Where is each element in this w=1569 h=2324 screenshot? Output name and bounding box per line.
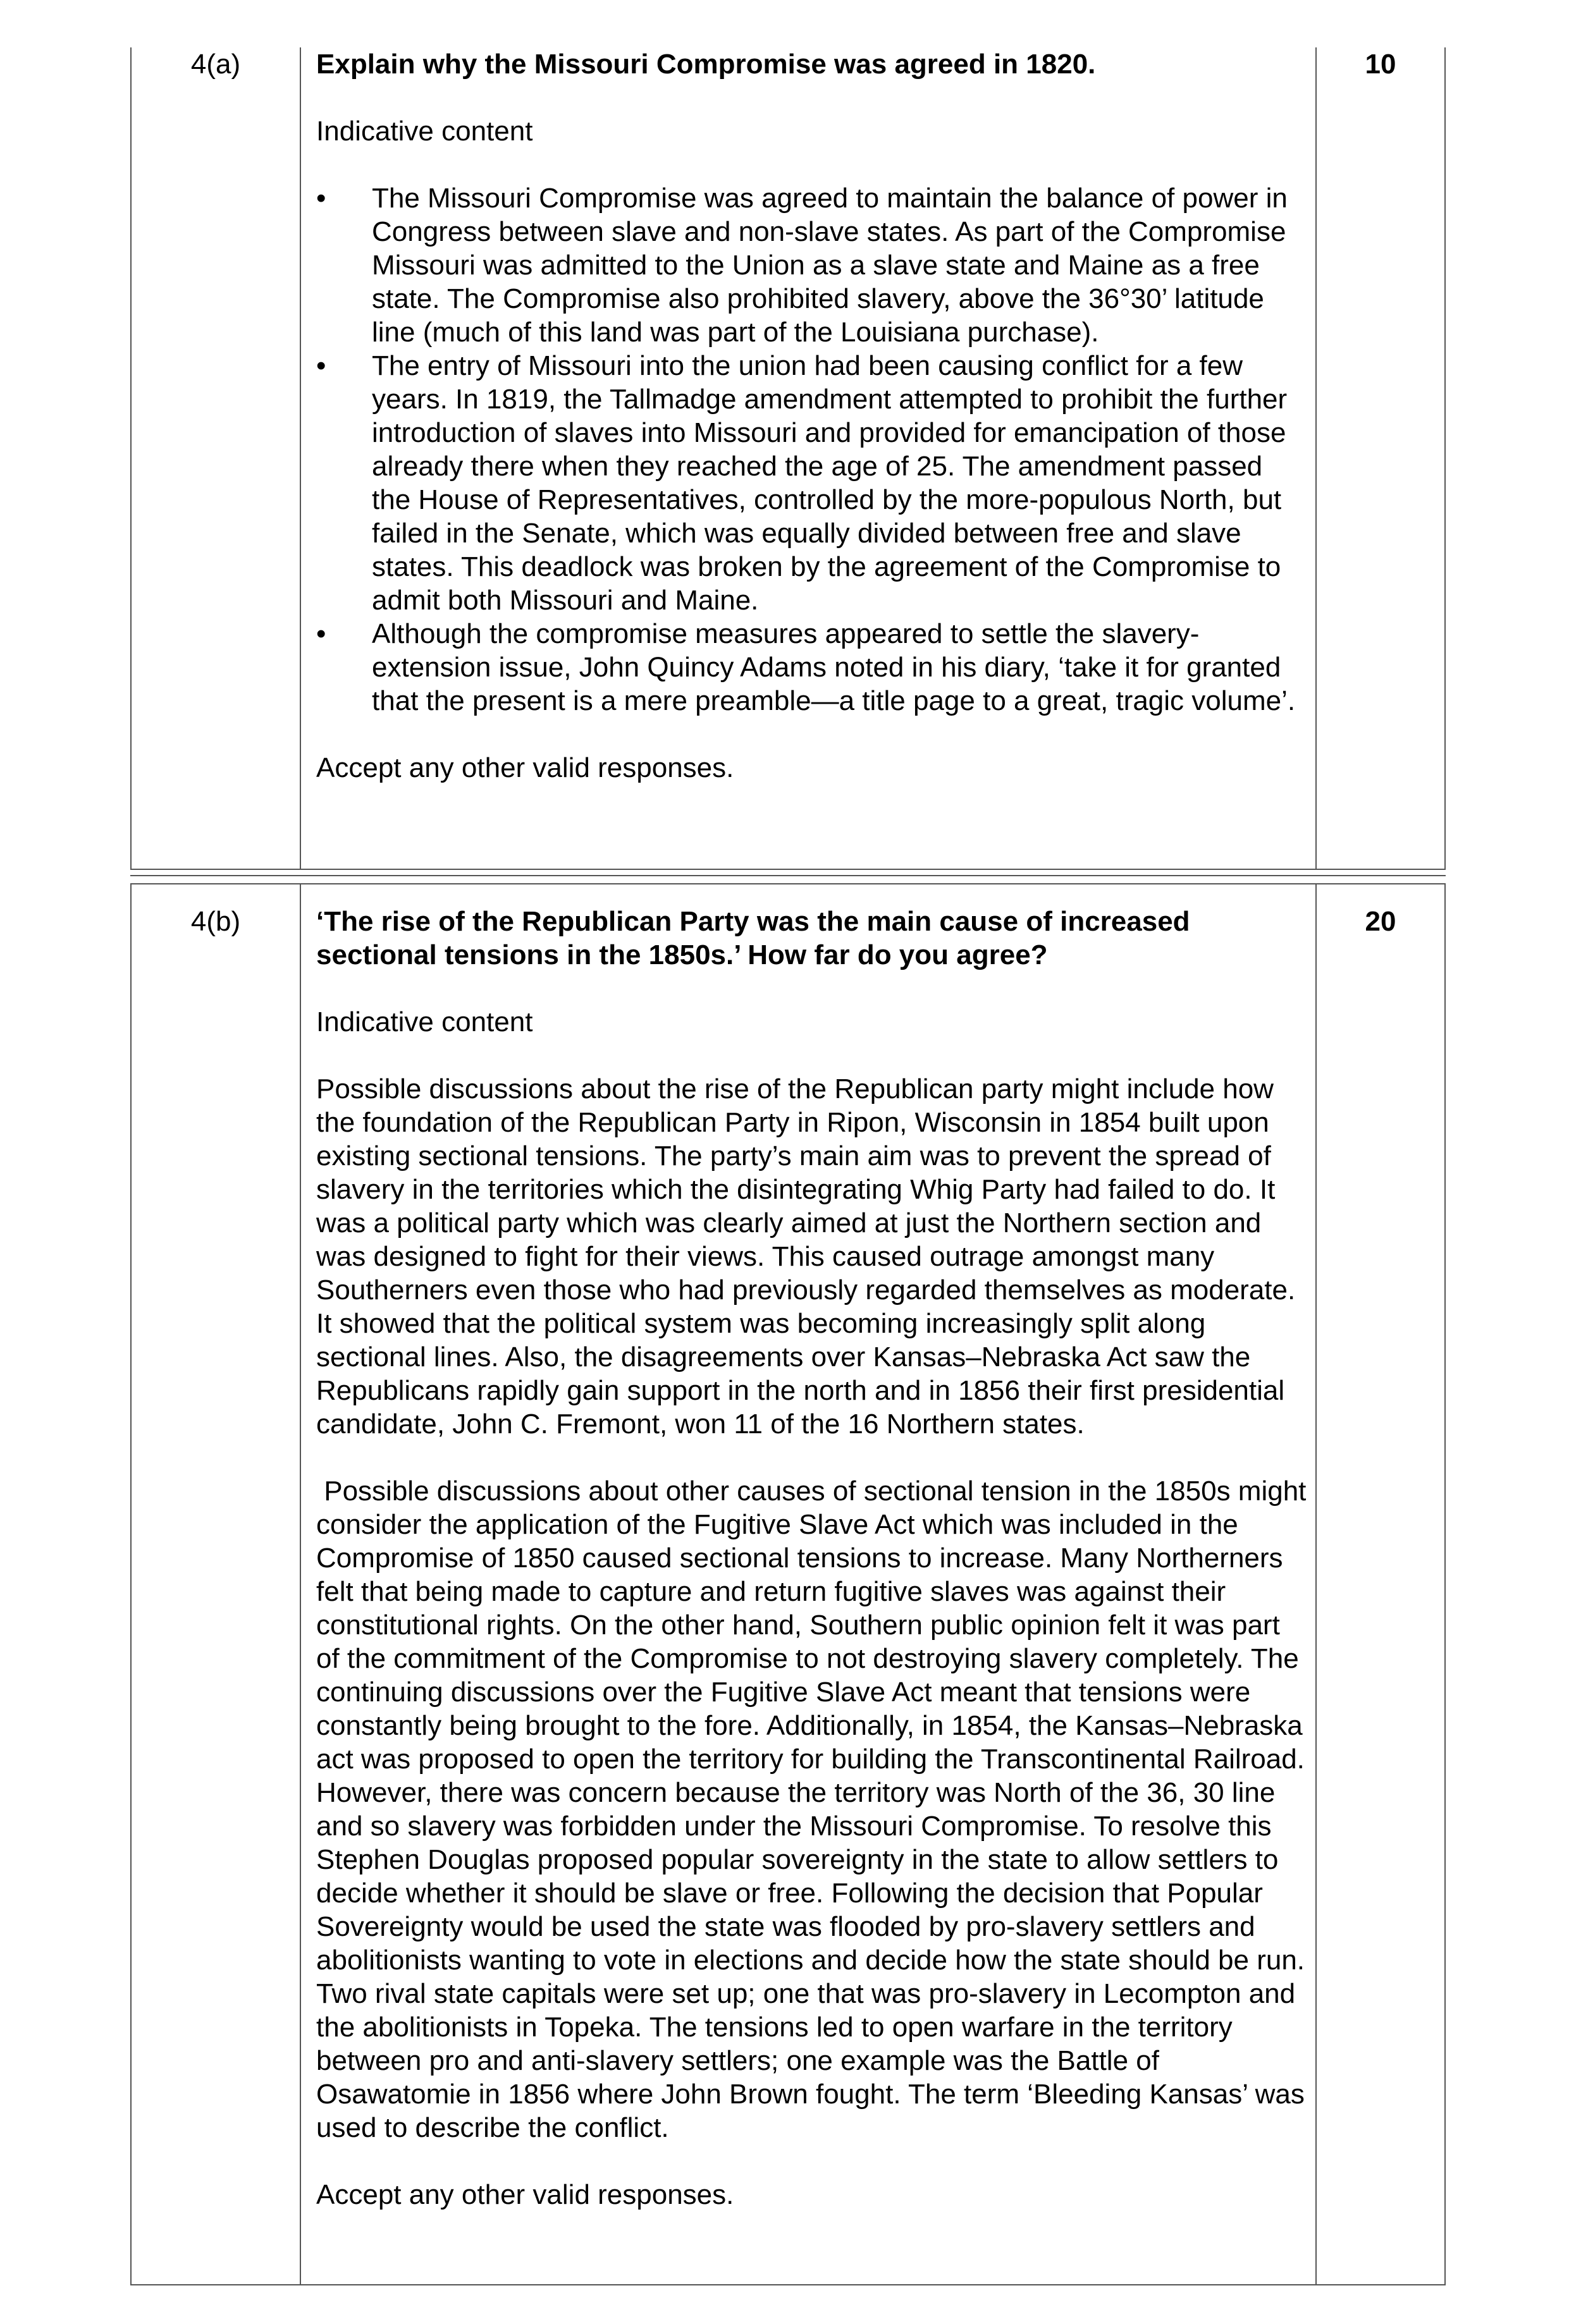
question-number: 4(b) bbox=[190, 906, 241, 937]
bullet-text: The Missouri Compromise was agreed to maintain the balance of power in Congress between slave and non-slave states. As part of the Compromise Missouri was admitted to the Union as a slave state and Maine as a free state. The Compromise also prohibited slavery, above the 36°30’ latitude line (much of this land was part of the Louisiana purchase). bbox=[372, 183, 1288, 348]
row-separator bbox=[130, 875, 1446, 876]
indicative-content-heading: Indicative content bbox=[316, 116, 533, 147]
bullet-item: • The entry of Missouri into the union had been causing conflict for a few years. In 1819, the Tallmadge amendment attempted to prohibit the further introduction of slaves into Missouri and provided for emancipation of those already there when they reached the age of 25. The amendment passed the House of Representatives, controlled by the more-populous North, but failed in the Senate, which was equally divided between free and slave states. This deadlock was broken by the agreement of the Compromise to admit both Missouri and Maine. bbox=[316, 350, 1288, 616]
column-divider bbox=[1315, 884, 1317, 2284]
mark-scheme-row-4a bbox=[130, 47, 1446, 870]
accept-other-responses: Accept any other valid responses. bbox=[316, 2179, 734, 2210]
discussion-paragraph: Possible discussions about the rise of the Republican party might include how the foundation of the Republican Party in Ripon, Wisconsin in 1854 built upon existing sectional tensions. The party’s main aim was to prevent the spread of slavery in the territories which the disintegrating Whig Party had failed to do. It was a political party which was clearly aimed at just the Northern section and was designed to fight for their views. This caused outrage amongst many Southerners even those who had previously regarded themselves as moderate. It showed that the political system was becoming increasingly split along sectional lines. Also, the disagreements over Kansas–Nebraska Act saw the Republicans rapidly gain support in the north and in 1856 their first presidential candidate, John C. Fremont, won 11 of the 16 Northern states. bbox=[316, 1073, 1296, 1440]
accept-other-responses: Accept any other valid responses. bbox=[316, 752, 734, 783]
indicative-content-heading: Indicative content bbox=[316, 1006, 533, 1037]
bullet-text: The entry of Missouri into the union had been causing conflict for a few years. In 1819, the Tallmadge amendment attempted to prohibit the further introduction of slaves into Missouri and provided for emancipation of those already there when they reached the age of 25. The amendment passed the House of Representatives, controlled by the more-populous North, but failed in the Senate, which was equally divided between free and slave states. This deadlock was broken by the agreement of the Compromise to admit both Missouri and Maine. bbox=[372, 350, 1288, 616]
answer-content bbox=[316, 905, 1314, 2211]
bullet-item: • Although the compromise measures appeared to settle the slavery-extension issue, John Quincy Adams noted in his diary, ‘take it for granted that the present is a mere preamble—a title page to a great, tragic volume’. bbox=[316, 618, 1296, 716]
column-divider bbox=[300, 884, 301, 2284]
question-text: ‘The rise of the Republican Party was the main cause of increased sectional tensions in the 1850s.’ How far do you agree? bbox=[316, 906, 1190, 970]
mark-scheme-row-4b bbox=[130, 883, 1446, 2285]
marks-value: 10 bbox=[1365, 49, 1396, 80]
column-divider bbox=[300, 47, 301, 869]
bullet-item: • The Missouri Compromise was agreed to maintain the balance of power in Congress between slave and non-slave states. As part of the Compromise Missouri was admitted to the Union as a slave state and Maine as a free state. The Compromise also prohibited slavery, above the 36°30’ latitude line (much of this land was part of the Louisiana purchase). bbox=[316, 183, 1288, 348]
marks-value: 20 bbox=[1365, 906, 1396, 937]
column-divider bbox=[1315, 47, 1317, 869]
bullet-list bbox=[316, 181, 1307, 718]
answer-content bbox=[316, 47, 1307, 785]
discussion-paragraph: Possible discussions about other causes of sectional tension in the 1850s might consider the application of the Fugitive Slave Act which was included in the Compromise of 1850 caused sectional tensions to increase. Many Northerners felt that being made to capture and return fugitive slaves was against their constitutional rights. On the other hand, Southern public opinion felt it was part of the commitment of the Compromise to not destroying slavery completely. The continuing discussions over the Fugitive Slave Act meant that tensions were constantly being brought to the fore. Additionally, in 1854, the Kansas–Nebraska act was proposed to open the territory for building the Transcontinental Railroad. However, there was concern because the territory was North of the 36, 30 line and so slavery was forbidden under the Missouri Compromise. To resolve this Stephen Douglas proposed popular sovereignty in the state to allow settlers to decide whether it should be slave or free. Following the decision that Popular Sovereignty would be used the state was flooded by pro-slavery settlers and abolitionists wanting to vote in elections and decide how the state should be run. Two rival state capitals were set up; one that was pro-slavery in Lecompton and the abolitionists in Topeka. The tensions led to open warfare in the territory between pro and anti-slavery settlers; one example was the Battle of Osawatomie in 1856 where John Brown fought. The term ‘Bleeding Kansas’ was used to describe the conflict. bbox=[316, 1476, 1314, 2143]
question-text: Explain why the Missouri Compromise was agreed in 1820. bbox=[316, 49, 1096, 80]
bullet-text: Although the compromise measures appeared to settle the slavery-extension issue, John Quincy Adams noted in his diary, ‘take it for granted that the present is a mere preamble—a title page to a great, tragic volume’. bbox=[372, 618, 1296, 716]
question-number: 4(a) bbox=[190, 49, 241, 80]
